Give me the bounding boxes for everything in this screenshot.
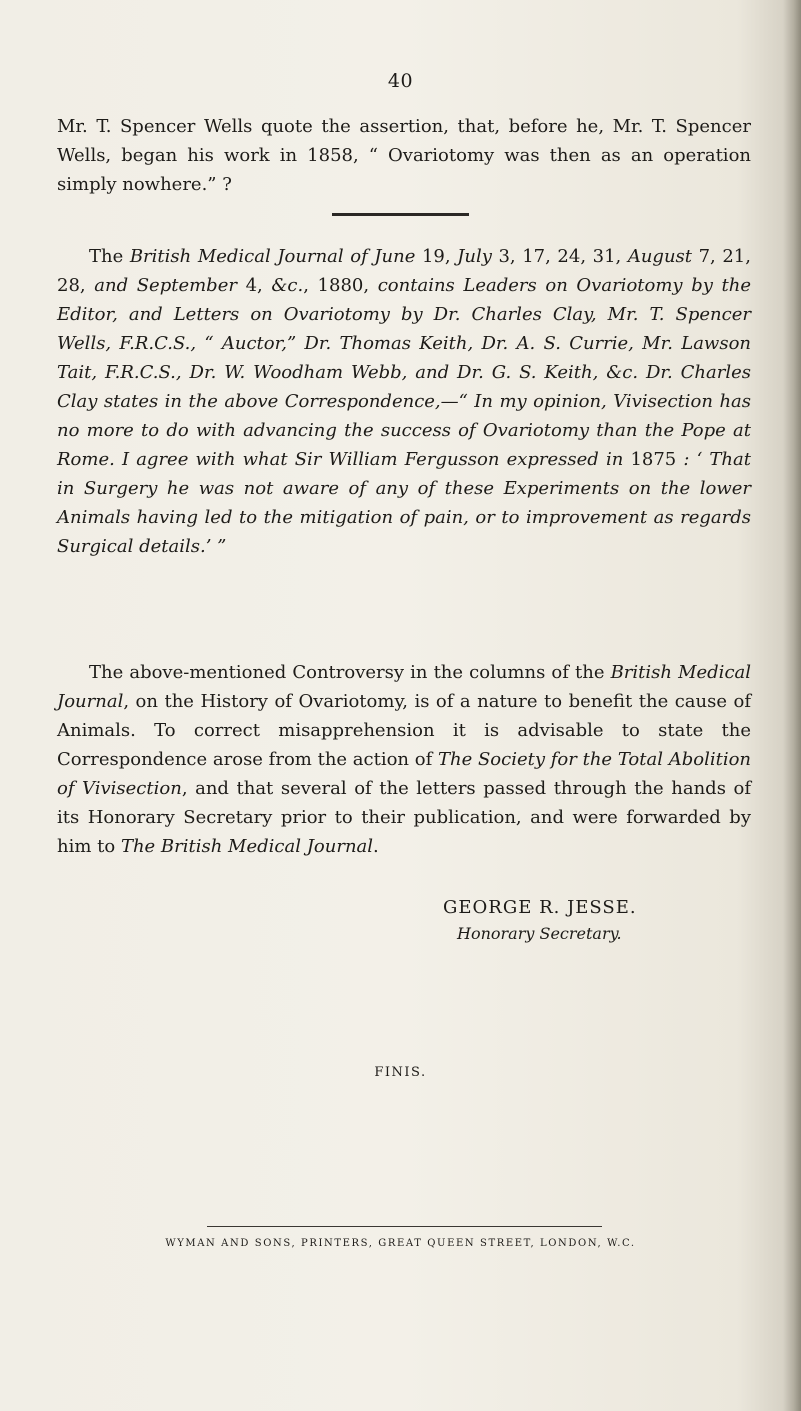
p2-dates2: 3, 17, 24, 31,: [491, 246, 628, 267]
p2-and-sept: and September: [94, 275, 237, 296]
p2-quote: : ‘ That in Surgery he was not aware of any of these Experiments on the lower Animals having led to the mitigation of pain, or to improvement as regards Surgical details.’ ”: [57, 449, 751, 557]
opening-paragraph: Mr. T. Spencer Wells quote the assertion, that, before he, Mr. T. Spencer Wells, began his work in 1858, “ Ovariotomy was then as an operation simply nowhere.” ?: [57, 116, 751, 195]
page-number: 40: [387, 70, 414, 92]
p2-august: August: [627, 246, 693, 267]
finis-mark: FINIS.: [374, 1065, 427, 1080]
p3-end: .: [373, 836, 379, 857]
section-divider: [332, 213, 469, 216]
p2-dates4: 4,: [236, 275, 272, 296]
p2-july: July: [457, 246, 492, 267]
p3-journal-title-2: The British Medical Journal: [120, 836, 374, 857]
p2-journal-title: British Medical Journal: [129, 246, 344, 267]
p2-dates1: 19,: [415, 246, 458, 267]
p3-journal-title: British Medical Journal: [57, 662, 752, 712]
p3-society: The Society for the Total Abolition of Vivisection: [57, 749, 752, 799]
p3-lead: The above-mentioned Controversy in the columns of the: [89, 662, 611, 683]
controversy-paragraph: [57, 658, 751, 861]
signature-title: Honorary Secretary.: [457, 924, 622, 943]
p3-mid1: , on the History of Ovariotomy, is of a nature to benefit the cause of Animals. To correct misapprehension it is advisable to state the Correspondence arose from the action of: [57, 691, 751, 770]
printer-imprint: WYMAN AND SONS, PRINTERS, GREAT QUEEN STREET, LONDON, W.C.: [165, 1238, 636, 1249]
p2-dates3: 7, 21, 28,: [57, 246, 751, 296]
page-edge-shadow: [783, 0, 801, 1411]
p2-body: contains Leaders on Ovariotomy by the Editor, and Letters on Ovariotomy by Dr. Charles Clay, Mr. T. Spencer Wells, F.R.C.S., “ Auctor,” Dr. Thomas Keith, Dr. A. S. Currie, Mr. Lawson Tait, F.R.C.S., Dr. W. Woodham Webb, and Dr. G. S. Keith, &c. Dr. Charles Clay states in the above Correspondence,—“ In my opinion, Vivisection has no more to do with advancing the success of Ovariotomy than the Pope at Rome. I agree with what Sir William Fergusson expressed in: [57, 275, 751, 470]
p2-year2: 1875: [630, 449, 677, 470]
p3-mid2: , and that several of the letters passed through the hands of its Honorary Secretary prior to their publication, and were forwarded by him to: [57, 778, 751, 857]
footer-divider: [207, 1226, 602, 1227]
p2-lead: The: [89, 246, 130, 267]
signature-name: GEORGE R. JESSE.: [443, 897, 637, 918]
p2-year: , 1880,: [303, 275, 378, 296]
p2-etc: &c.: [271, 275, 304, 296]
journal-paragraph: [57, 242, 751, 561]
p2-seg1: of June: [343, 246, 416, 267]
